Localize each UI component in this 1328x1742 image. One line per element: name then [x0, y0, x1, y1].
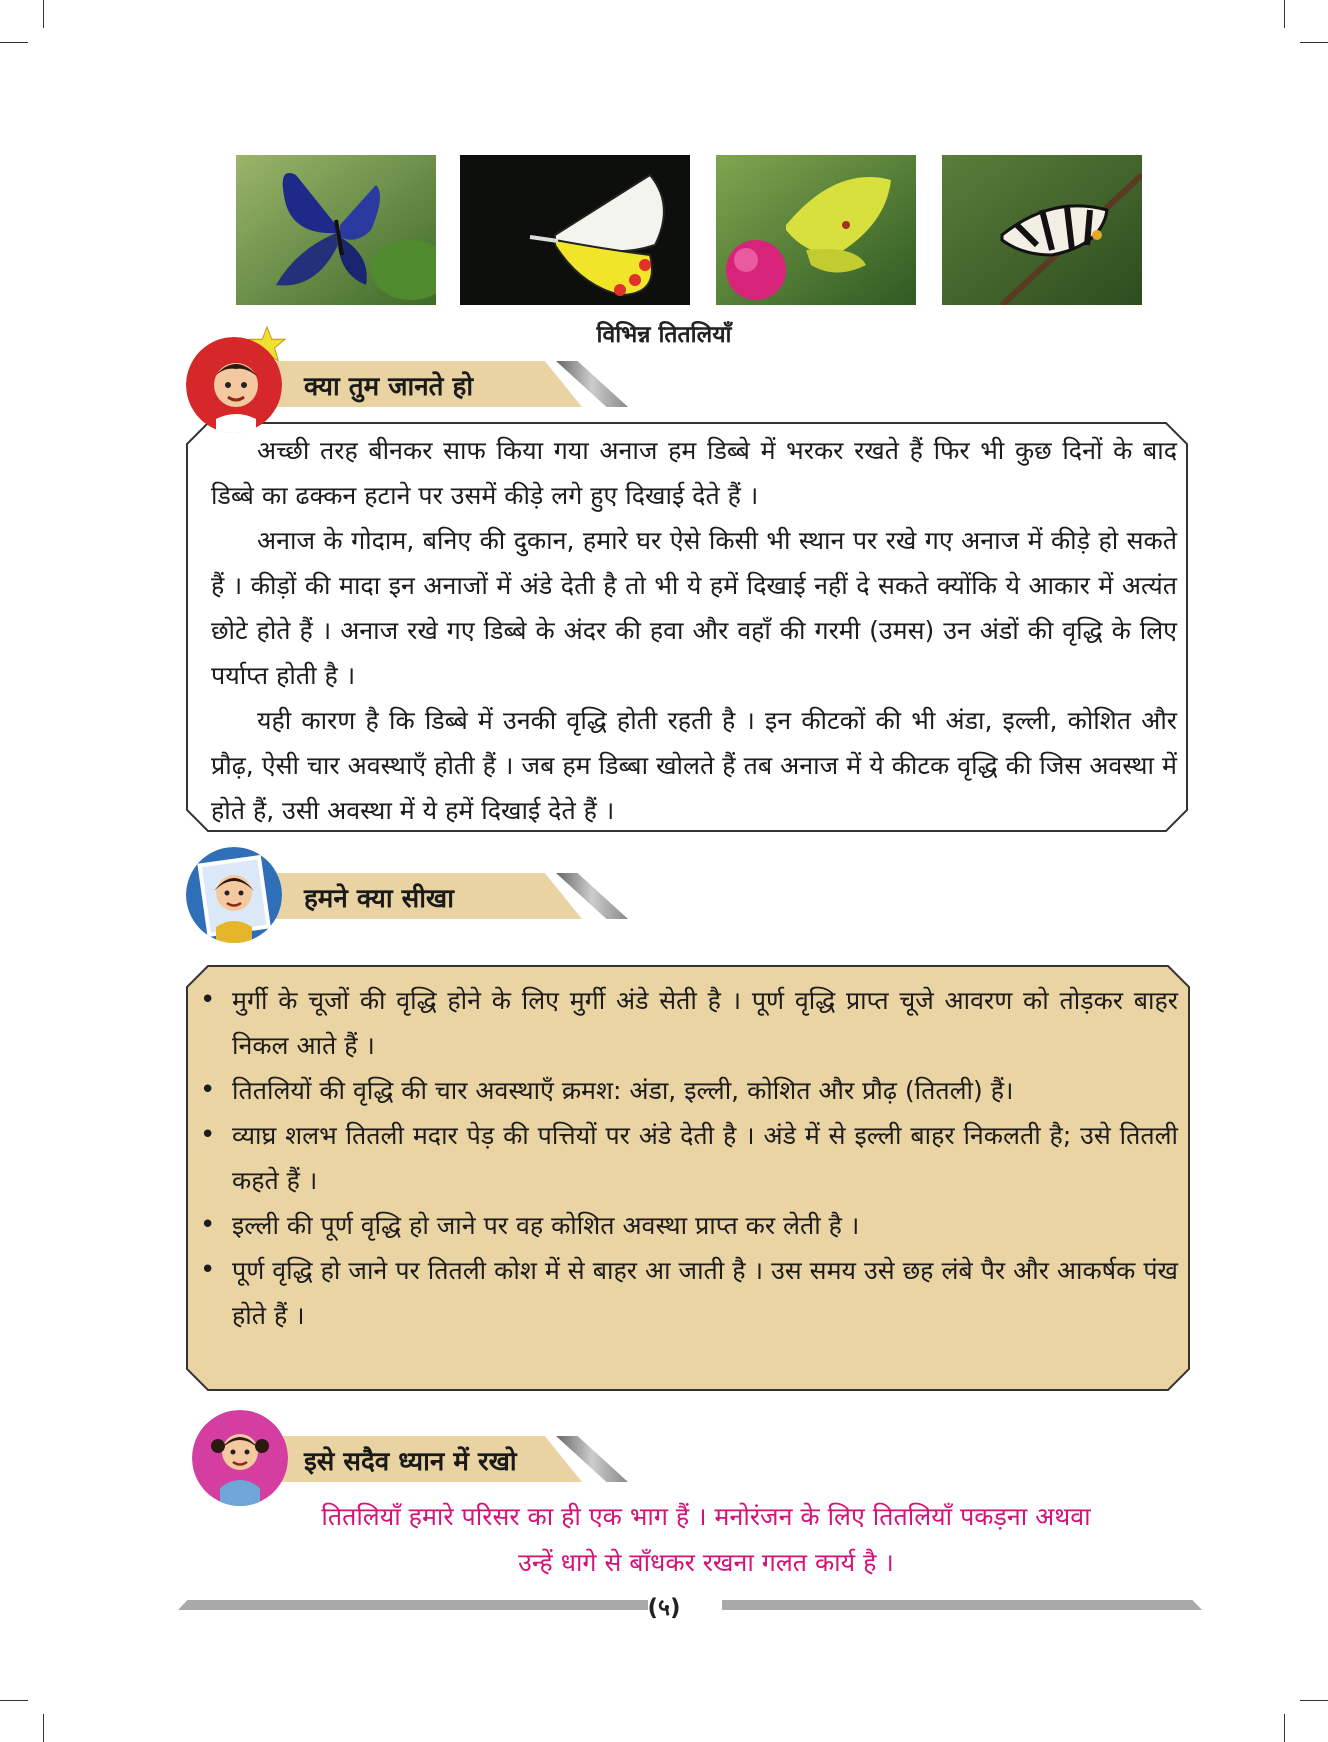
crop-mark [43, 1714, 44, 1742]
blue-butterfly-photo [236, 155, 436, 305]
list-item: • व्याघ्र शलभ तितली मदार पेड़ की पत्तियों पर अंडे देती है । अंडे में से इल्ली बाहर निकलती है; उसे तितली कहते हैं । [196, 1113, 1178, 1203]
list-item: • मुर्गी के चूजों की वृद्धि होने के लिए मुर्गी अंडे सेती है । पूर्ण वृद्धि प्राप्त चूजे आवरण को तोड़कर बाहर निकल आते हैं । [196, 978, 1178, 1068]
crop-mark [1300, 42, 1328, 43]
page-number: (५) [647, 1595, 681, 1621]
note-line: तितलियाँ हमारे परिसर का ही एक भाग हैं । मनोरंजन के लिए तितलियाँ पकड़ना अथवा [321, 1502, 1091, 1531]
always-remember-note [236, 1494, 1176, 1586]
crop-mark [0, 1700, 28, 1701]
paragraph: अनाज के गोदाम, बनिए की दुकान, हमारे घर ऐसे किसी भी स्थान पर रखे गए अनाज में कीड़े हो सकते हैं । कीड़ों की मादा इन अनाजों में अंडे देती है तो भी ये हमें दिखाई नहीं दे सकते क्योंकि ये आकार में अत्यंत छोटे होते हैं । अनाज रखे गए डिब्बे के अंदर की हवा और वहाँ की गरमी (उमस) उन अंडों की वृद्धि के लिए पर्याप्त होती है । [211, 526, 1177, 690]
what-we-learned-title: हमने क्या सीखा [304, 884, 454, 914]
did-you-know-title: क्या तुम जानते हो [304, 372, 474, 402]
paragraph: अच्छी तरह बीनकर साफ किया गया अनाज हम डिब्बे में भरकर रखते हैं फिर भी कुछ दिनों के बाद डिब्बे का ढक्कन हटाने पर उसमें कीड़े लगे हुए दिखाई देते हैं । [211, 436, 1177, 510]
crop-mark [1284, 0, 1285, 28]
did-you-know-body [211, 428, 1177, 833]
lime-butterfly-photo [942, 155, 1142, 305]
jezebel-butterfly-photo [460, 155, 690, 305]
note-line: उन्हें धागे से बाँधकर रखना गलत कार्य है । [518, 1548, 894, 1577]
paragraph: यही कारण है कि डिब्बे में उनकी वृद्धि होती रहती है । इन कीटकों की भी अंडा, इल्ली, कोशित और प्रौढ़, ऐसी चार अवस्थाएँ होती हैं । जब हम डिब्बा खोलते हैं तब अनाज में ये कीटक वृद्धि की जिस अवस्था में होते हैं, उसी अवस्था में ये हमें दिखाई देते हैं । [211, 706, 1177, 825]
list-item: • इल्ली की पूर्ण वृद्धि हो जाने पर वह कोशित अवस्था प्राप्त कर लेती है । [196, 1203, 1178, 1248]
what-we-learned-header [186, 847, 646, 947]
figure-caption: विभिन्न तितलियाँ [596, 322, 732, 348]
what-we-learned-list [196, 978, 1178, 1338]
list-item: • पूर्ण वृद्धि हो जाने पर तितली कोश में से बाहर आ जाती है । उस समय उसे छह लंबे पैर और आकर्षक पंख होते हैं । [196, 1248, 1178, 1338]
boy-avatar-icon [186, 337, 282, 433]
crop-mark [1284, 1714, 1285, 1742]
always-remember-title: इसे सदैव ध्यान में रखो [304, 1447, 517, 1477]
girl-avatar-icon [186, 847, 282, 943]
yellow-butterfly-photo [716, 155, 916, 305]
crop-mark [1300, 1700, 1328, 1701]
crop-mark [43, 0, 44, 28]
crop-mark [0, 42, 28, 43]
girl-pointing-avatar-icon [192, 1410, 288, 1506]
list-item: • तितलियों की वृद्धि की चार अवस्थाएँ क्रमश: अंडा, इल्ली, कोशित और प्रौढ़ (तितली) हैं। [196, 1068, 1178, 1113]
